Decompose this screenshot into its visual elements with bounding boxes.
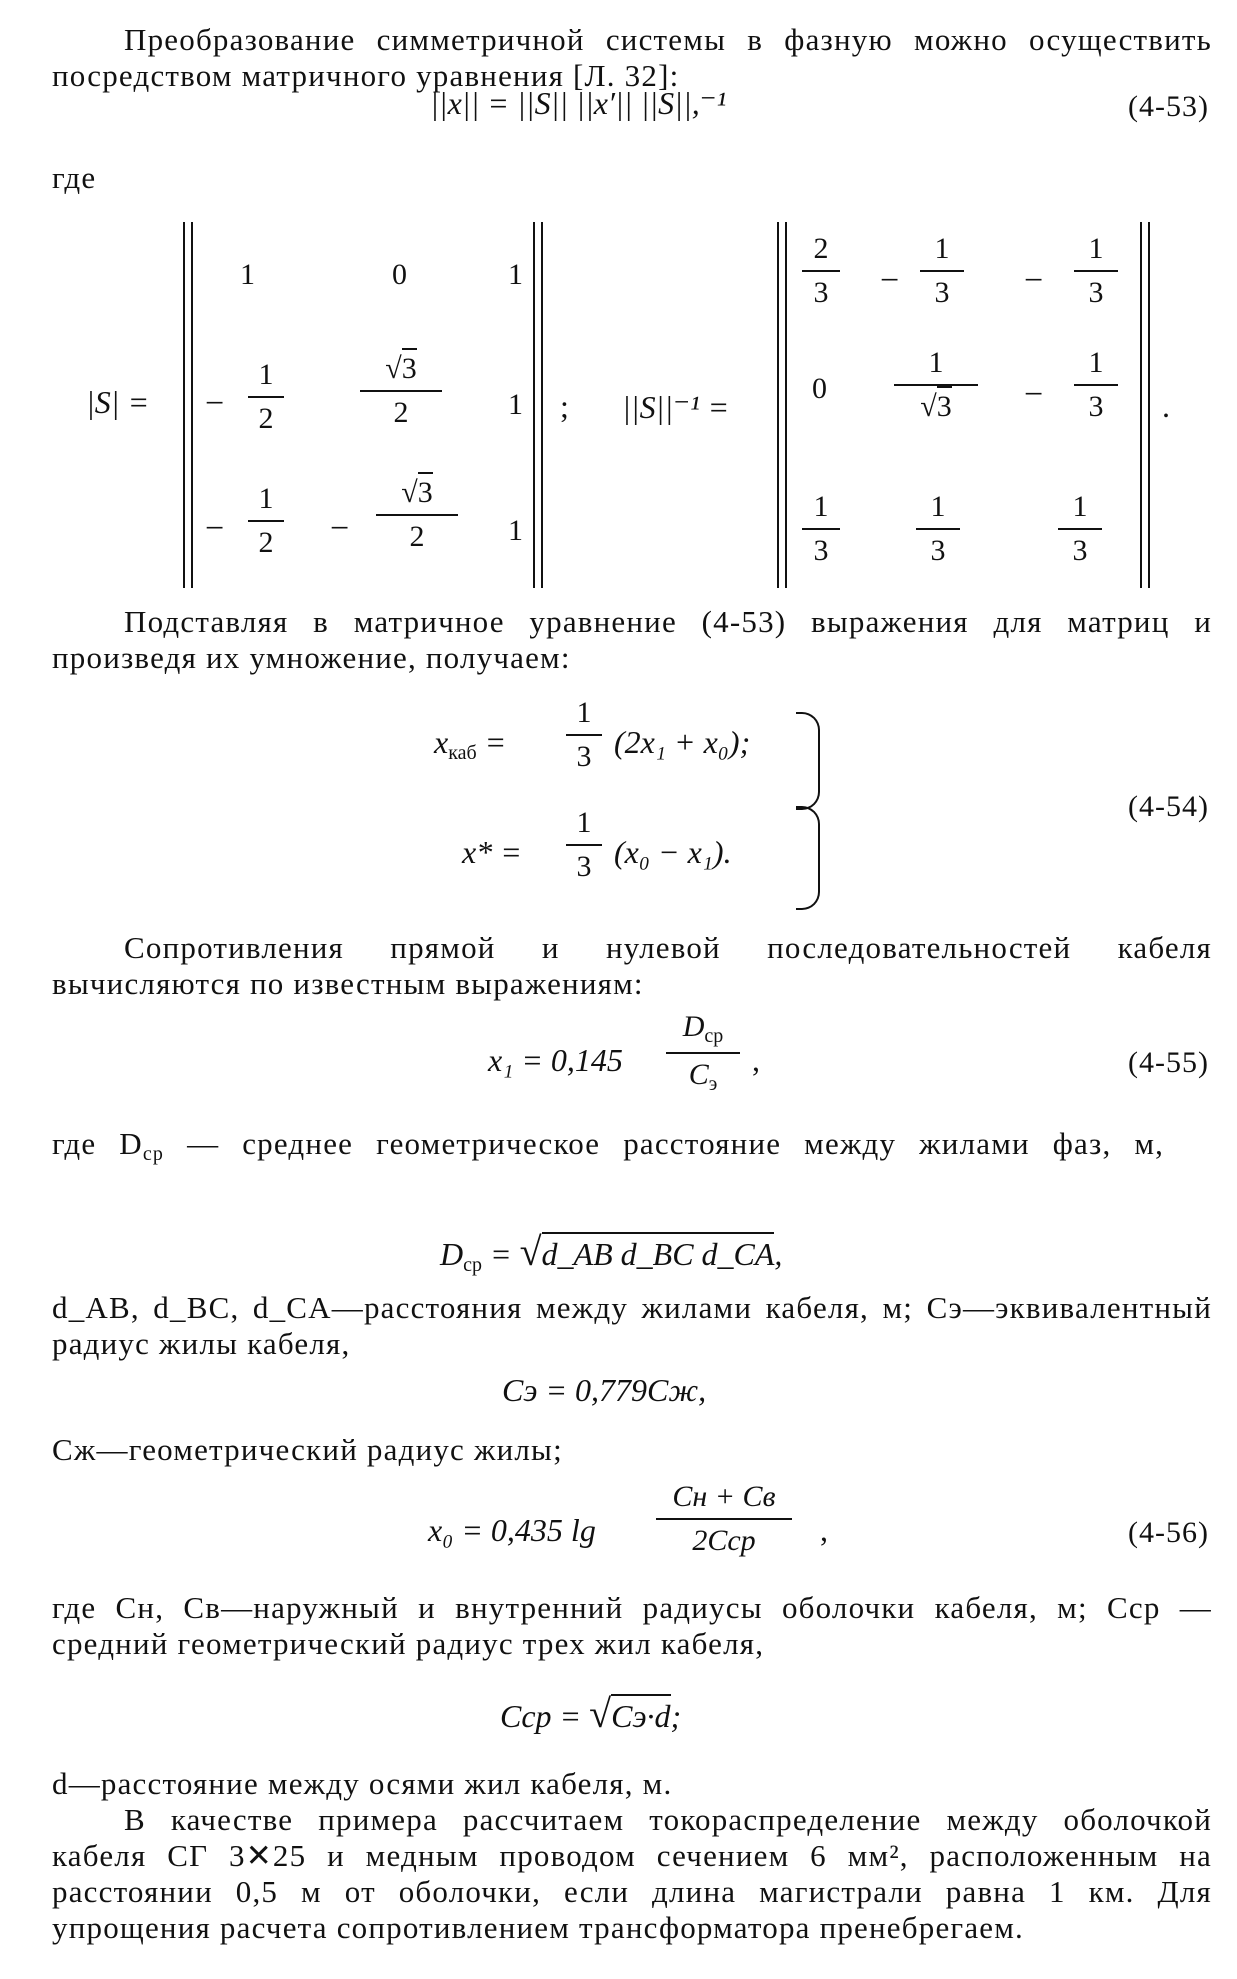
matrix-sinv-bar-left-2 bbox=[785, 222, 787, 588]
matrix-s-minus-sign: − bbox=[205, 385, 225, 422]
equation-4-54-fraction-2: 1 3 bbox=[566, 806, 602, 884]
paragraph-d-definition: d—расстояние между осями жил кабеля, м. bbox=[52, 1766, 673, 1801]
equation-4-56-tail: , bbox=[820, 1512, 828, 1548]
equation-4-54-fraction-1: 1 3 bbox=[566, 696, 602, 774]
matrix-sinv-fraction: 1 √3 bbox=[894, 346, 978, 424]
matrix-sinv-fraction: 1 3 bbox=[920, 232, 964, 310]
equation-4-54-brace-bottom bbox=[796, 806, 820, 910]
matrix-s-cell: 1 bbox=[508, 388, 523, 421]
matrix-s-fraction: √3 2 bbox=[376, 476, 458, 554]
equation-number-4-55: (4-55) bbox=[1128, 1046, 1209, 1079]
equation-4-55-tail: , bbox=[752, 1042, 760, 1078]
equation-4-54-line1-left: $x_{каб}$ = bbox=[434, 724, 507, 764]
matrix-s-fraction: 1 2 bbox=[248, 358, 284, 436]
matrix-s-cell: 1 bbox=[240, 258, 255, 291]
equation-ce: Cэ = 0,779Cж, bbox=[502, 1372, 707, 1408]
paragraph-dcp-definition: где $D_{ср}$ — среднее геометрическое расстояние между жилами фаз, м, bbox=[52, 1126, 1165, 1165]
matrix-sinv-fraction: 2 3 bbox=[802, 232, 840, 310]
equation-4-54-brace-top bbox=[796, 712, 820, 810]
paragraph-sheath-radii: где Cн, Cв—наружный и внутренний радиусы оболочки кабеля, м; Cср — средний геометрический радиус трех жил кабеля, bbox=[52, 1590, 1212, 1661]
matrix-sinv-fraction: 1 3 bbox=[1058, 490, 1102, 568]
equation-4-54-line1-rest: (2x₁ + x₀); bbox=[614, 724, 751, 760]
equation-4-54-line2-rest: (x₀ − x₁). bbox=[614, 834, 732, 870]
matrix-sinv-cell: 0 bbox=[812, 372, 827, 405]
matrix-s-minus-sign: − bbox=[205, 510, 225, 547]
matrix-sinv-bar-right-1 bbox=[1140, 222, 1142, 588]
matrix-s-bar-right-1 bbox=[533, 222, 535, 588]
matrix-sinv-bar-left-1 bbox=[777, 222, 779, 588]
equation-4-53: ||x|| = ||S|| ||x′|| ||S||,⁻¹ bbox=[430, 85, 727, 121]
matrix-sinv-fraction: 1 3 bbox=[802, 490, 840, 568]
equation-4-54-line2-left: x* = bbox=[462, 834, 522, 870]
matrix-s-cell: 1 bbox=[508, 514, 523, 547]
matrix-s-inverse-label: ||S||⁻¹ = bbox=[622, 389, 730, 425]
matrix-sinv-fraction: 1 3 bbox=[916, 490, 960, 568]
equation-dcp: $D_{ср}$ = √d_AB d_BC d_CA, bbox=[440, 1229, 783, 1276]
paragraph-example: В качестве примера рассчитаем токораспределение между оболочкой кабеля СГ 3✕25 и медным проводом сечением 6 мм², расположенным на расстоянии 0,5 м от оболочки, если длина магистрали равна 1 км. Для упрощения расчета сопротивлением трансформатора пренебрегаем. bbox=[52, 1802, 1212, 1945]
matrix-end-period: . bbox=[1162, 388, 1170, 424]
where-label: где bbox=[52, 160, 97, 195]
equation-4-55-fraction: $D_{ср}$ $C_э$ bbox=[666, 1010, 740, 1096]
matrix-sinv-minus-sign: − bbox=[880, 262, 900, 299]
paragraph-substitution: Подставляя в матричное уравнение (4-53) выражения для матриц и произведя их умножение, получаем: bbox=[52, 604, 1212, 675]
matrix-sinv-bar-right-2 bbox=[1148, 222, 1150, 588]
matrix-s-cell: 0 bbox=[392, 258, 407, 291]
matrix-sinv-minus-sign: − bbox=[1024, 376, 1044, 413]
equation-number-4-54: (4-54) bbox=[1128, 790, 1209, 823]
matrix-sinv-minus-sign: − bbox=[1024, 262, 1044, 299]
matrix-s-bar-left-2 bbox=[191, 222, 193, 588]
matrix-s-fraction: √3 2 bbox=[360, 352, 442, 430]
equation-number-4-53: (4-53) bbox=[1128, 90, 1209, 123]
matrix-s-bar-left-1 bbox=[183, 222, 185, 588]
paragraph-distances: d_AB, d_BC, d_CA—расстояния между жилами кабеля, м; Cэ—эквивалентный радиус жилы кабеля, bbox=[52, 1290, 1212, 1361]
matrix-separator: ; bbox=[560, 388, 569, 424]
matrix-s-bar-right-2 bbox=[541, 222, 543, 588]
equation-4-56-fraction: Cн + Cв 2Cср bbox=[656, 1480, 792, 1558]
matrix-s-label: |S| = bbox=[86, 384, 150, 420]
equation-4-56-left: x₀ = 0,435 lg bbox=[428, 1512, 596, 1548]
matrix-sinv-fraction: 1 3 bbox=[1074, 346, 1118, 424]
matrix-s-fraction: 1 2 bbox=[248, 482, 284, 560]
paragraph-cz-definition: Cж—геометрический радиус жилы; bbox=[52, 1432, 563, 1467]
equation-number-4-56: (4-56) bbox=[1128, 1516, 1209, 1549]
paragraph-intro: Преобразование симметричной системы в фазную можно осуществить посредством матричного уравнения [Л. 32]: bbox=[52, 22, 1212, 93]
paragraph-resistances: Сопротивления прямой и нулевой последовательностей кабеля вычисляются по известным выражениям: bbox=[52, 930, 1212, 1001]
equation-ccp: Cср = √Cэ·d; bbox=[500, 1691, 682, 1736]
matrix-s-cell: 1 bbox=[508, 258, 523, 291]
equation-4-55-left: x₁ = 0,145 bbox=[488, 1042, 623, 1078]
matrix-s-minus-sign: − bbox=[330, 510, 350, 547]
matrix-sinv-fraction: 1 3 bbox=[1074, 232, 1118, 310]
